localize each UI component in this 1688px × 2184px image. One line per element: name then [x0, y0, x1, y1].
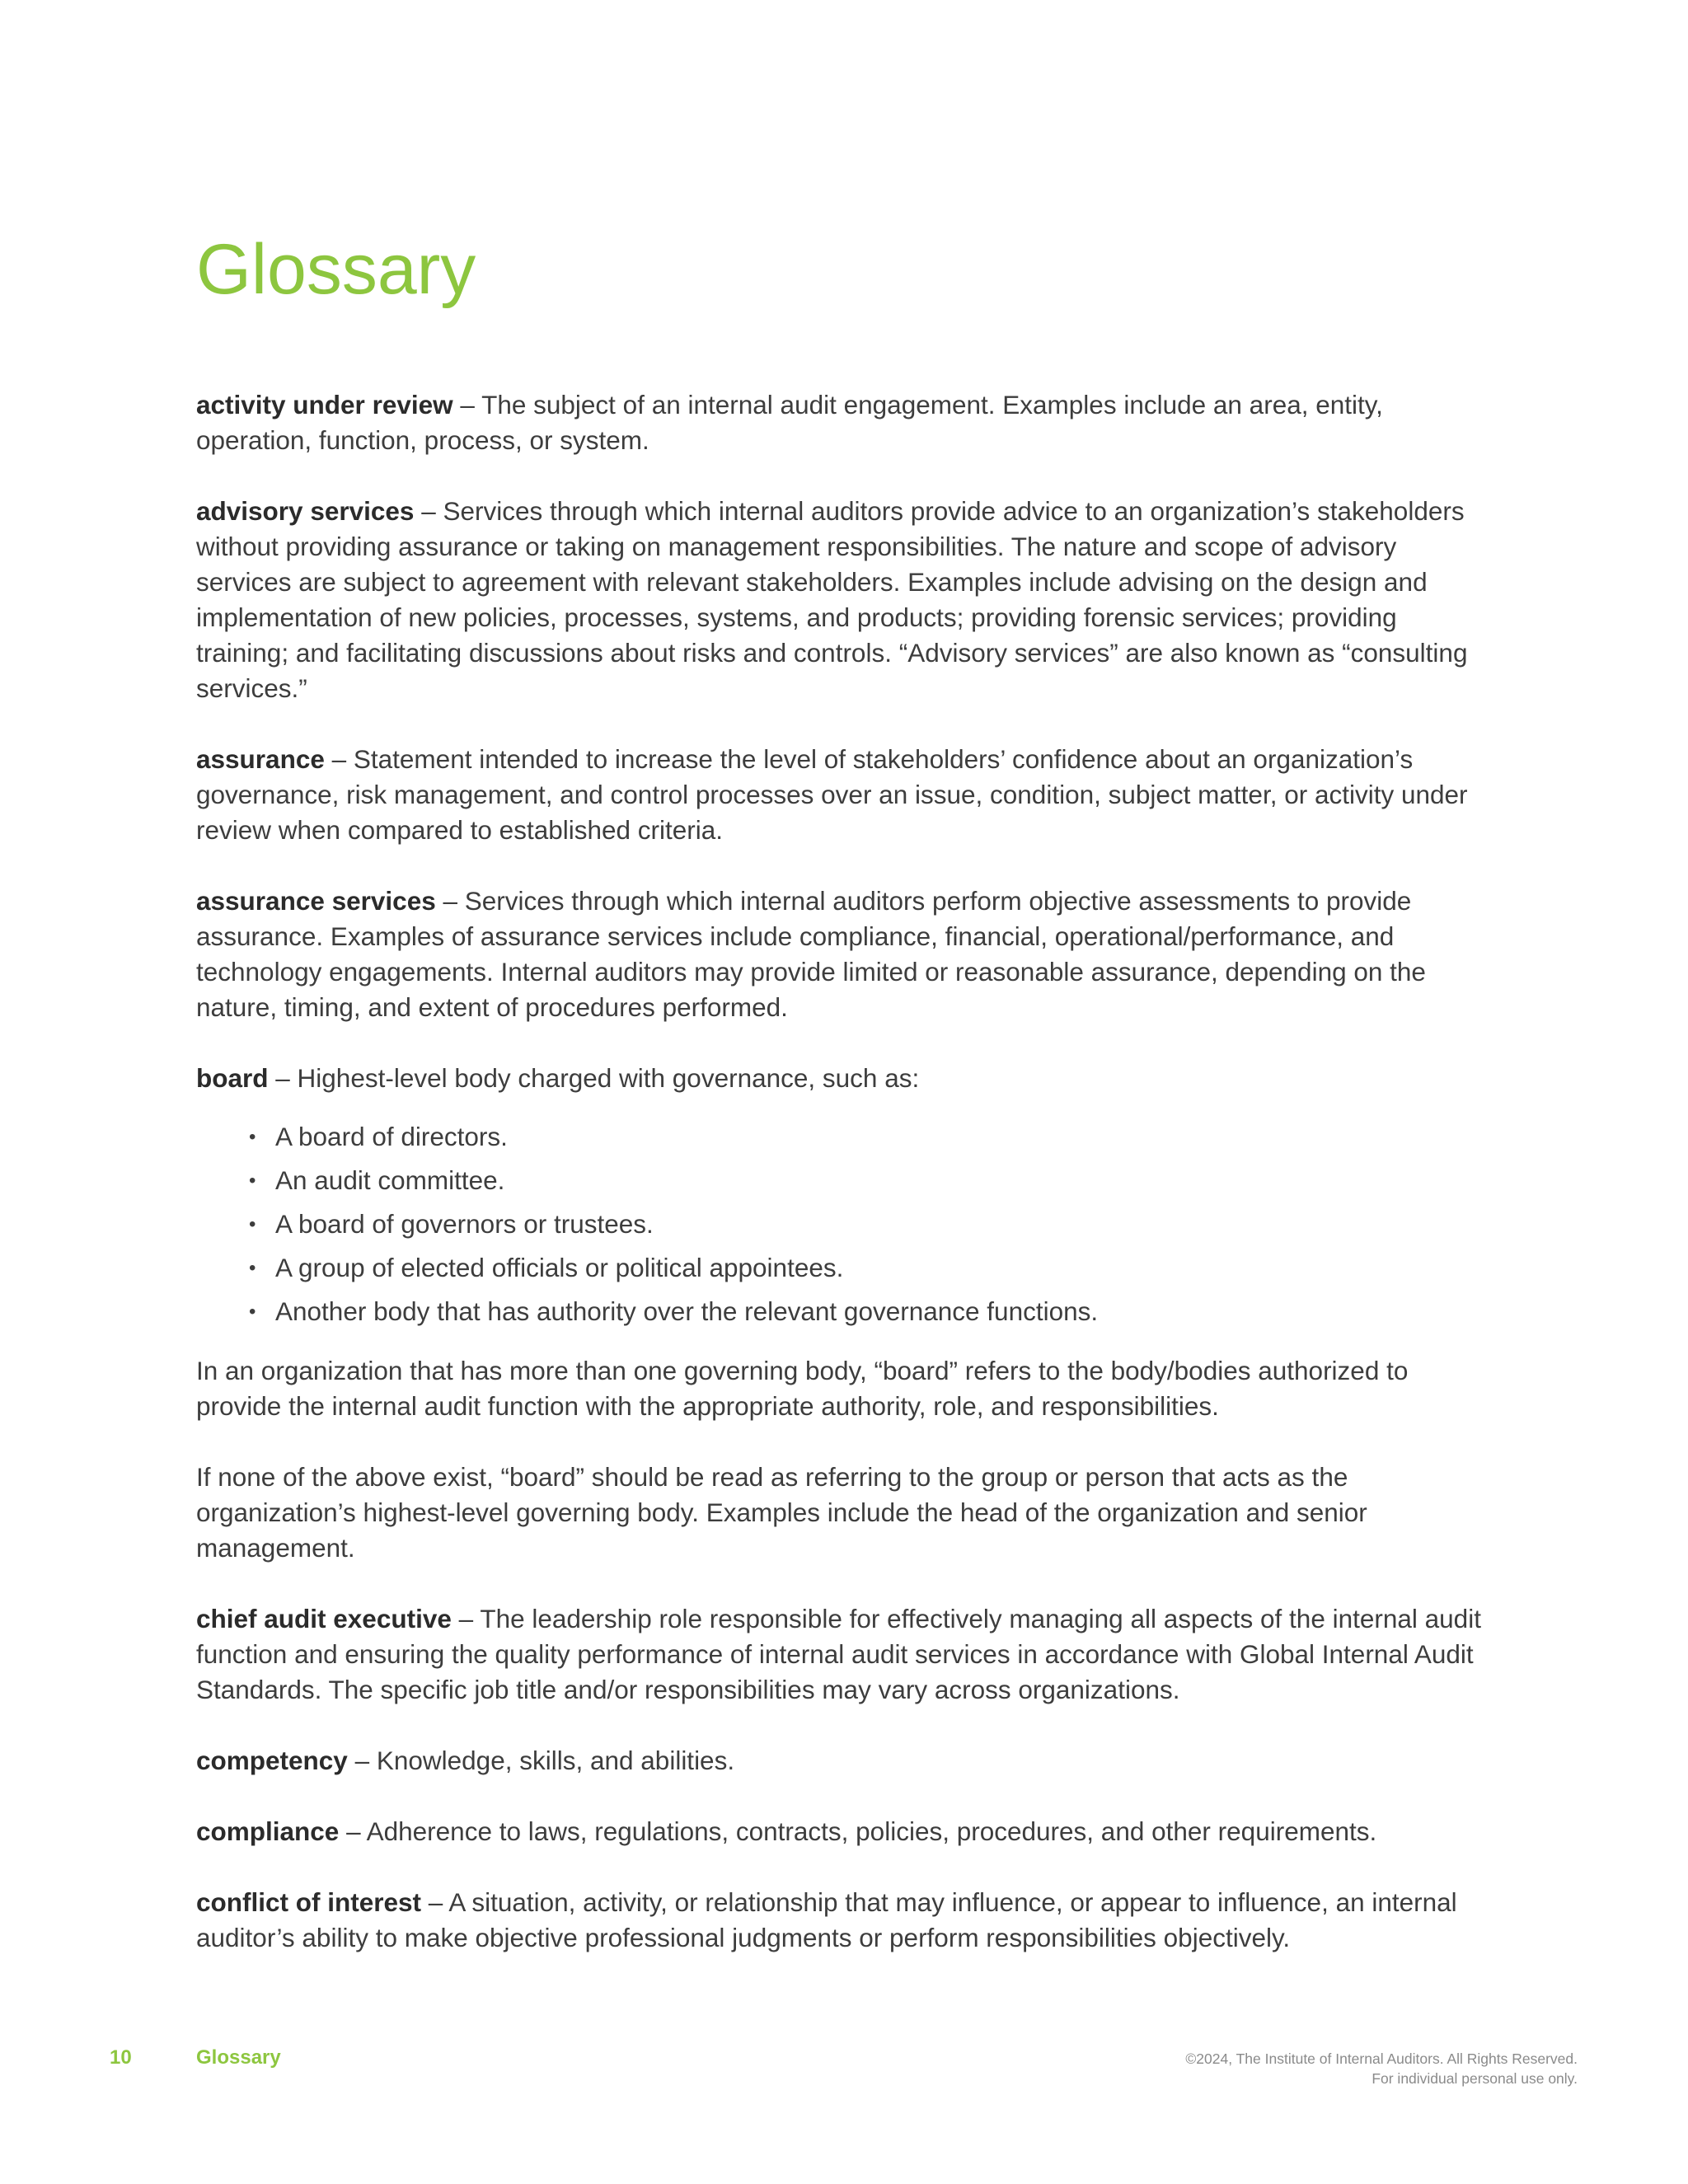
- glossary-content: [196, 387, 1490, 1991]
- list-item: • A group of elected officials or political appointees.: [249, 1246, 1490, 1290]
- bullet-icon: •: [249, 1213, 256, 1235]
- footer-section-title: Glossary: [196, 2046, 281, 2069]
- glossary-entry-conflict-of-interest: [196, 1885, 1490, 1956]
- glossary-entry-compliance: [196, 1814, 1490, 1849]
- glossary-definition: – Knowledge, skills, and abilities.: [347, 1746, 735, 1775]
- board-paragraph: If none of the above exist, “board” should be read as referring to the group or person that acts as the organization’s highest-level governing body. Examples include the head of the organization and senior management.: [196, 1462, 1367, 1563]
- bullet-icon: •: [249, 1169, 256, 1192]
- glossary-entry-activity-under-review: [196, 387, 1490, 458]
- glossary-term: activity under review: [196, 390, 453, 419]
- list-item: • Another body that has authority over the relevant governance functions.: [249, 1290, 1490, 1333]
- glossary-definition: – The leadership role responsible for effectively managing all aspects of the internal audit function and ensuring the quality performance of internal audit services in accordance with Global Internal Audit Standards. The specific job title and/or responsibilities may vary across organizations.: [196, 1604, 1481, 1704]
- glossary-definition: – The subject of an internal audit engagement. Examples include an area, entity, operation, function, process, or system.: [196, 390, 1383, 455]
- footer-page-number: 10: [110, 2046, 132, 2069]
- glossary-definition: – Services through which internal auditors provide advice to an organization’s stakeholders without providing assurance or taking on management responsibilities. The nature and scope of advisory services are subject to agreement with relevant stakeholders. Examples include advising on the design and implementation of new policies, processes, systems, and products; providing forensic services; providing training; and facilitating discussions about risks and controls. “Advisory services” are also known as “consulting services.”: [196, 496, 1468, 703]
- glossary-term: board: [196, 1063, 269, 1093]
- glossary-entry-competency: [196, 1743, 1490, 1779]
- copyright-line: ©2024, The Institute of Internal Auditors. All Rights Reserved.: [1185, 2050, 1578, 2067]
- glossary-entry-chief-audit-executive: [196, 1601, 1490, 1708]
- glossary-entry-board: [196, 1061, 1490, 1096]
- glossary-definition: – Statement intended to increase the level of stakeholders’ confidence about an organization’s governance, risk management, and control processes over an issue, condition, subject matter, or activity under review when compared to established criteria.: [196, 744, 1468, 845]
- glossary-term: assurance: [196, 744, 325, 774]
- bullet-icon: •: [249, 1301, 256, 1323]
- board-examples-list: [196, 1115, 1490, 1333]
- footer-copyright: [1185, 2049, 1578, 2088]
- list-item: • A board of governors or trustees.: [249, 1202, 1490, 1246]
- list-item: • A board of directors.: [249, 1115, 1490, 1159]
- board-paragraph: In an organization that has more than one governing body, “board” refers to the body/bodies authorized to provide the internal audit function with the appropriate authority, role, and responsibilities.: [196, 1356, 1409, 1421]
- glossary-definition: – Services through which internal auditors perform objective assessments to provide assurance. Examples of assurance services include compliance, financial, operational/performance, and technology engagements. Internal auditors may provide limited or reasonable assurance, depending on the nature, timing, and extent of procedures performed.: [196, 886, 1426, 1022]
- glossary-term: compliance: [196, 1816, 340, 1846]
- glossary-term: advisory services: [196, 496, 415, 526]
- list-item: • An audit committee.: [249, 1159, 1490, 1202]
- glossary-term: assurance services: [196, 886, 436, 916]
- glossary-definition: – Highest-level body charged with governance, such as:: [268, 1063, 920, 1093]
- bullet-icon: •: [249, 1257, 256, 1279]
- bullet-icon: •: [249, 1126, 256, 1148]
- glossary-entry-advisory-services: [196, 494, 1490, 706]
- page-title: Glossary: [196, 230, 476, 309]
- glossary-term: chief audit executive: [196, 1604, 452, 1633]
- glossary-entry-assurance: [196, 742, 1490, 848]
- glossary-definition: – A situation, activity, or relationship that may influence, or appear to influence, an internal auditor’s ability to make objective professional judgments or perform responsibilities objectively.: [196, 1887, 1457, 1952]
- glossary-term: competency: [196, 1746, 348, 1775]
- glossary-definition: – Adherence to laws, regulations, contracts, policies, procedures, and other requirements.: [339, 1816, 1377, 1846]
- glossary-entry-assurance-services: [196, 883, 1490, 1025]
- glossary-term: conflict of interest: [196, 1887, 422, 1917]
- usage-notice: For individual personal use only.: [1372, 2070, 1578, 2087]
